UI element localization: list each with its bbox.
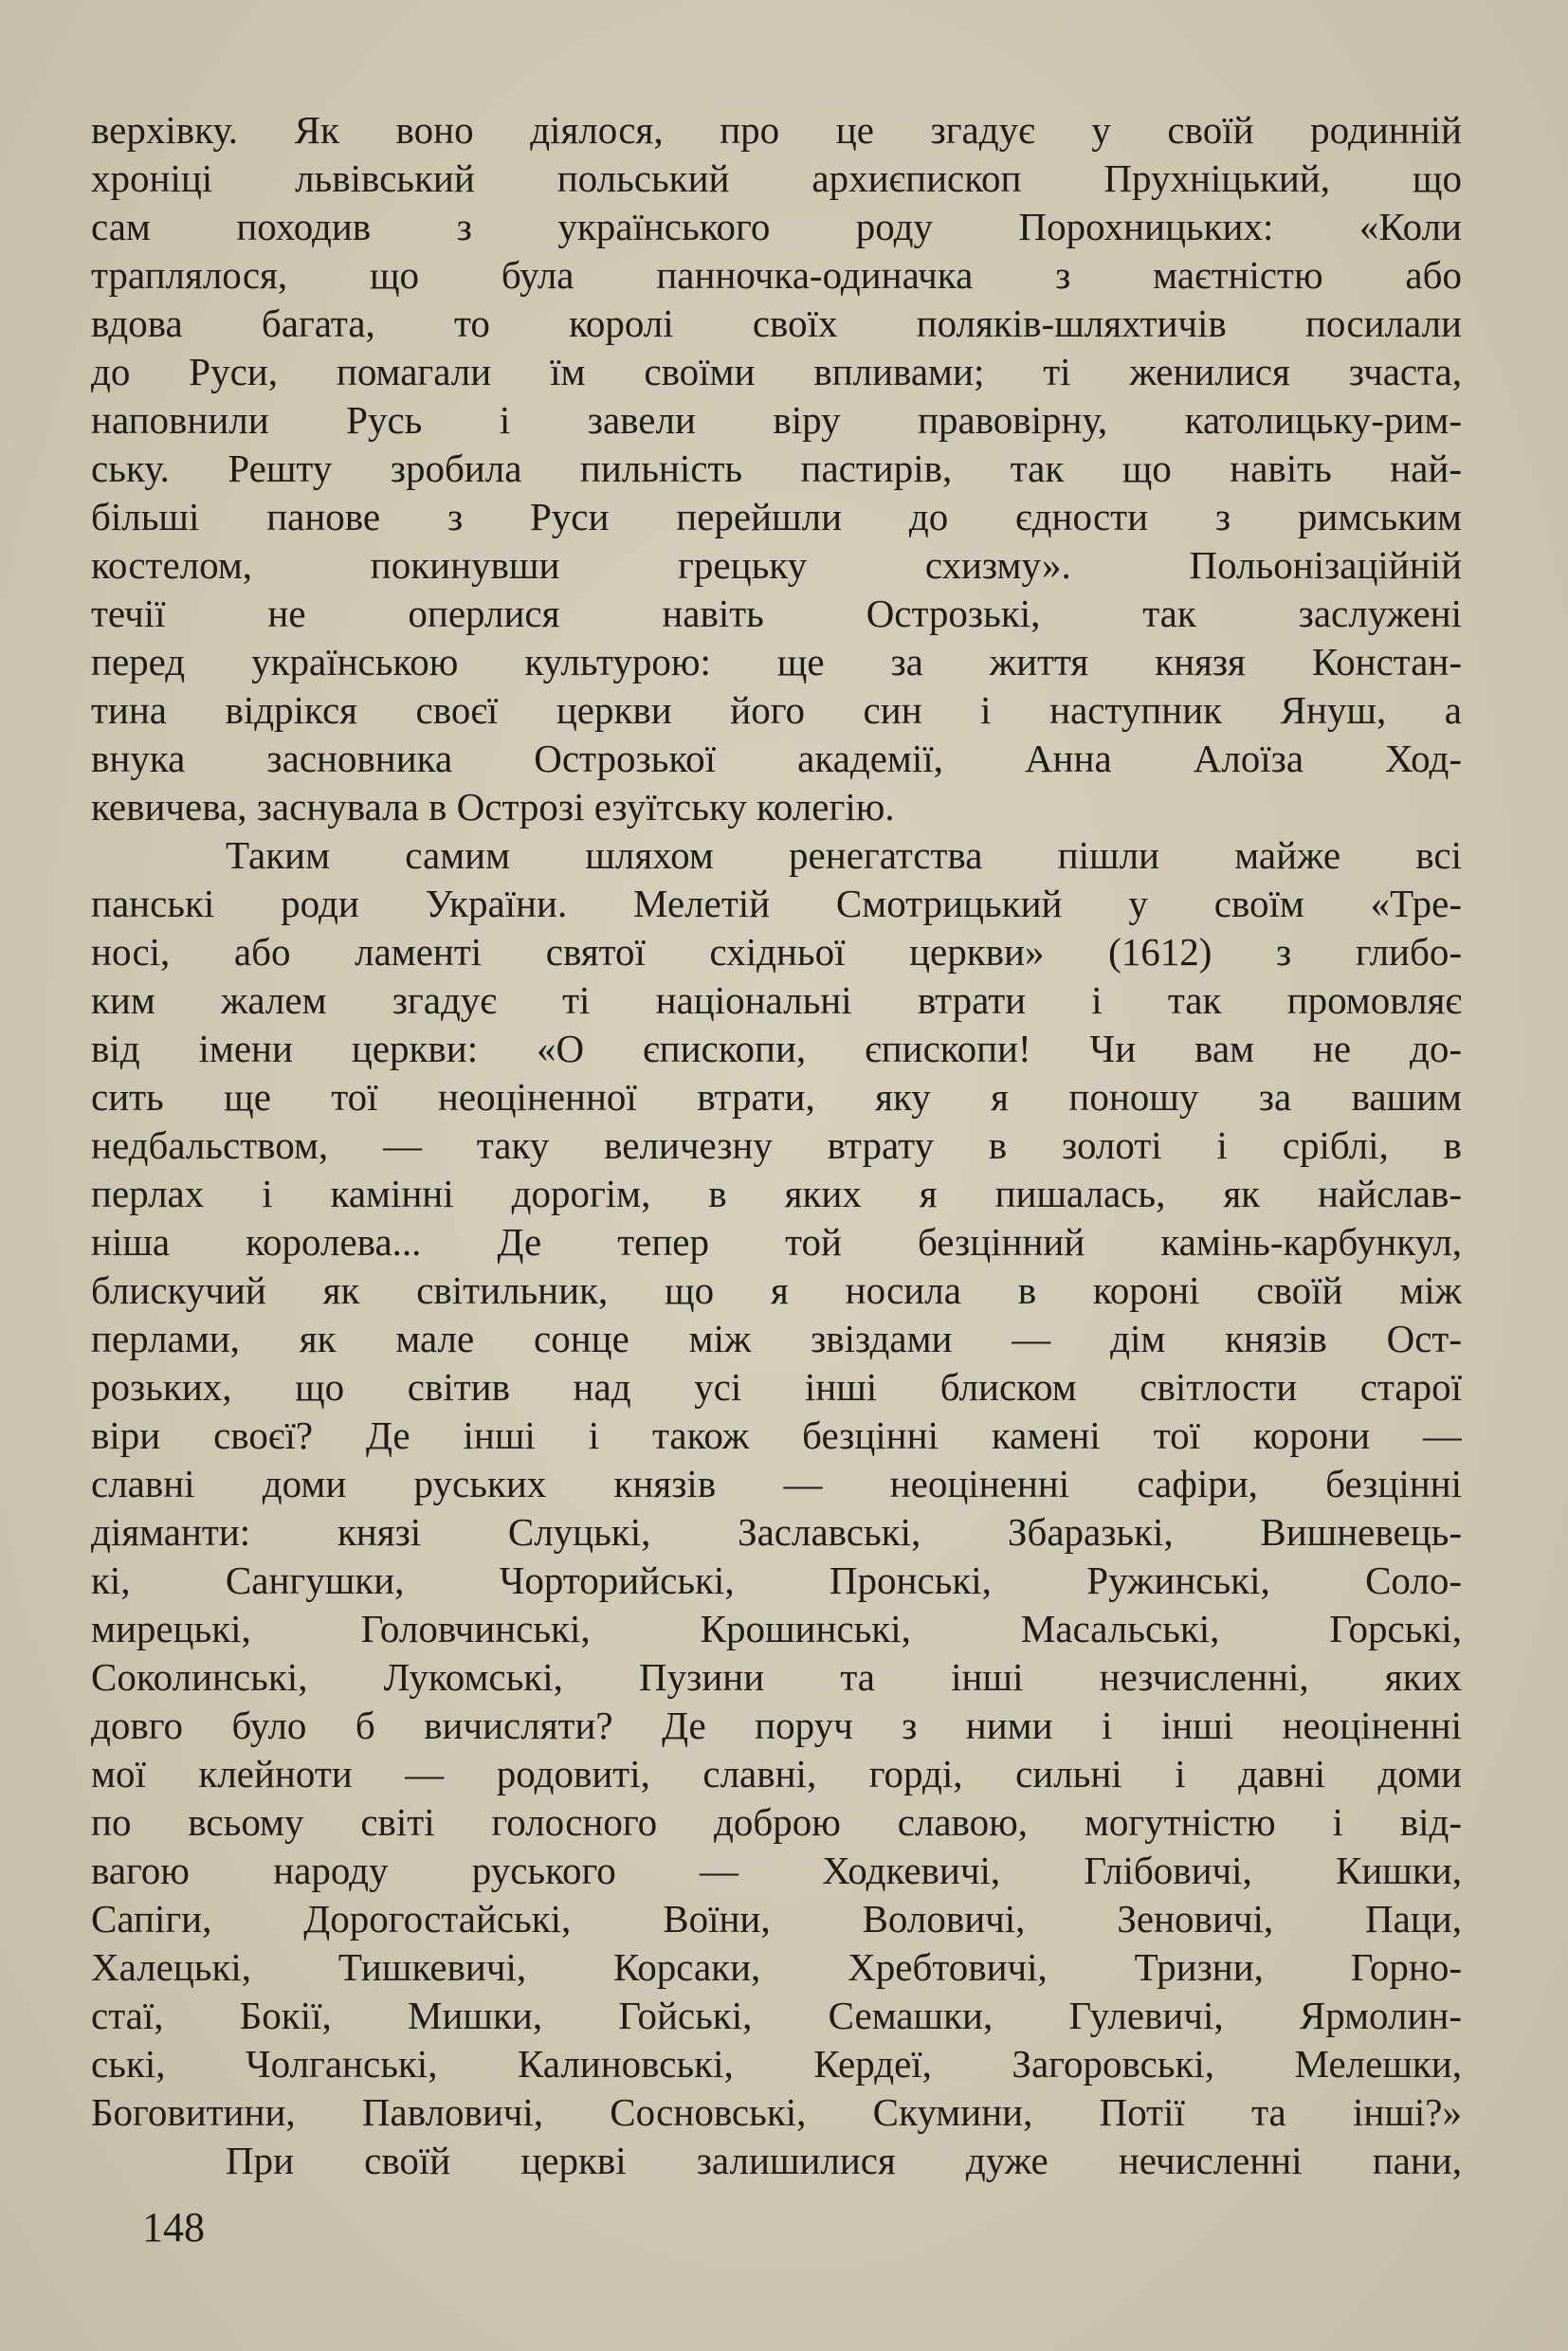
text-line: панські роди України. Мелетій Смотрицький у своїм «Тре-: [91, 882, 1462, 925]
text-line: траплялося, що була панночка-одиначка з маєтністю або: [91, 253, 1462, 297]
text-line: Таким самим шляхом ренегатства пішли майже всі: [226, 833, 1462, 877]
text-line: Халецькі, Тишкевичі, Корсаки, Хребтовичі, Тризни, Горно-: [91, 1945, 1462, 1989]
text-line: наповнили Русь і завели віру правовірну, католицьку-рим-: [91, 398, 1462, 442]
text-line: сам походив з українського роду Порохницьких: «Коли: [91, 205, 1462, 248]
body-text: [91, 106, 1462, 2185]
text-line: по всьому світі голосного доброю славою, могутністю і від-: [91, 1800, 1462, 1844]
text-line: хроніці львівський польський архиєпископ Прухніцький, що: [91, 156, 1462, 200]
text-line: При своїй церкві залишилися дуже нечисленні пани,: [226, 2139, 1462, 2182]
paragraph-1: [91, 106, 1462, 831]
text-line: блискучий як світильник, що я носила в короні своїй між: [91, 1268, 1462, 1312]
text-line: Боговитини, Павловичі, Сосновські, Скумини, Потії та інші?»: [91, 2090, 1462, 2134]
text-line: більші панове з Руси перейшли до єдности з римським: [91, 495, 1462, 538]
text-line: недбальством, — таку величезну втрату в золоті і сріблі, в: [91, 1123, 1462, 1167]
text-line: кі, Сангушки, Чорторийські, Пронські, Ружинські, Соло-: [91, 1558, 1462, 1602]
paragraph-2: [91, 831, 1462, 2137]
text-line: ніша королева... Де тепер той безцінний камінь-карбункул,: [91, 1220, 1462, 1264]
text-line: перлах і камінні дорогім, в яких я пишалась, як найслав-: [91, 1172, 1462, 1215]
text-line: мирецькі, Головчинські, Крошинські, Масальські, Горські,: [91, 1607, 1462, 1650]
text-line: сить ще тої неоціненної втрати, яку я поношу за вашим: [91, 1075, 1462, 1119]
text-line: верхівку. Як воно діялося, про це згадує у своїй родинній: [91, 108, 1462, 152]
text-line: діяманти: князі Слуцькі, Заславські, Збаразькі, Вишневець-: [91, 1510, 1462, 1554]
text-line: стаї, Бокії, Мишки, Гойські, Семашки, Гулевичі, Ярмолин-: [91, 1994, 1462, 2037]
text-line: мої клейноти — родовиті, славні, горді, сильні і давні доми: [91, 1752, 1462, 1795]
text-line: перлами, як мале сонце між звіздами — дім князів Ост-: [91, 1317, 1462, 1360]
page-number: 148: [142, 2204, 205, 2251]
text-line: перед українською культурою: ще за життя князя Констан-: [91, 640, 1462, 683]
text-line: до Руси, помагали їм своїми впливами; ті женилися зчаста,: [91, 350, 1462, 393]
text-line: тина відрікся своєї церкви його син і наступник Януш, а: [91, 688, 1462, 732]
text-line: вдова багата, то королі своїх поляків-шляхтичів посилали: [91, 301, 1462, 345]
text-line: ким жалем згадує ті національні втрати і так промовляє: [91, 978, 1462, 1022]
text-line: ську. Решту зробила пильність пастирів, так що навіть най-: [91, 447, 1462, 490]
text-line: носі, або ламенті святої східньої церкви» (1612) з глибо-: [91, 930, 1462, 974]
text-line: віри своєї? Де інші і також безцінні камені тої корони —: [91, 1413, 1462, 1457]
text-line: довго було б вичисляти? Де поруч з ними і інші неоціненні: [91, 1704, 1462, 1747]
text-line: ські, Чолганські, Калиновські, Кердеї, Загоровські, Мелешки,: [91, 2042, 1462, 2086]
text-line: розьких, що світив над усі інші блиском світлости старої: [91, 1365, 1462, 1409]
text-line: Соколинські, Лукомські, Пузини та інші незчисленні, яких: [91, 1655, 1462, 1699]
text-line: вагою народу руського — Ходкевичі, Глібовичі, Кишки,: [91, 1849, 1462, 1892]
text-line: течії не оперлися навіть Острозькі, так заслужені: [91, 592, 1462, 635]
text-line: від імени церкви: «О єпископи, єпископи! Чи вам не до-: [91, 1027, 1462, 1070]
text-line: внука засновника Острозької академії, Анна Алоїза Ход-: [91, 737, 1462, 780]
text-line: славні доми руських князів — неоціненні сафіри, безцінні: [91, 1462, 1462, 1505]
text-line: костелом, покинувши грецьку схизму». Польонізаційній: [91, 543, 1462, 587]
paragraph-3: [91, 2137, 1462, 2185]
text-line: Сапіги, Дорогостайські, Воїни, Воловичі, Зеновичі, Паци,: [91, 1897, 1462, 1941]
text-line: кевичева, заснувала в Острозі езуїтську колегію.: [91, 785, 895, 829]
